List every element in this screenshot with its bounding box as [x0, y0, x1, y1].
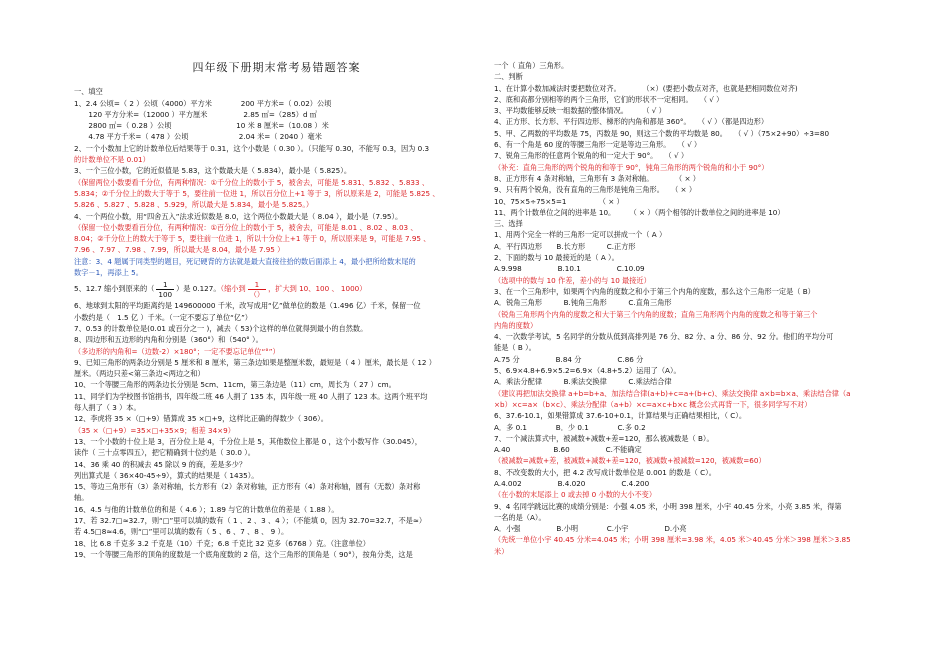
text-line: 6、地球到太阳的平均距离约是 149600000 千米，改写成用“亿”做单位的数是（1.496 亿）千米，保留一位 — [74, 301, 421, 311]
text-line: 17、若 32.7□≈32.7，则“□”里可以填的数有（ 1 、2 、3 、4 ）；（不能填 0，因为 32.70=32.7，不是≈） — [74, 515, 427, 525]
text-line: 4、一个两位小数，用“四舍五入”法求近似数是 8.0，这个两位小数最大是（ 8.04 ），最小是（7.95）。 — [74, 211, 403, 221]
text-line: （锐角三角形两个内角的度数之和大于第三个内角的度数；直角三角形两个内角的度数之和等于第三个 — [494, 309, 818, 319]
fraction-1-100: $\frac{1}{100}$ — [158, 279, 173, 299]
text-line: 14、36 乘 40 的积减去 45 除以 9 的商，差是多少？ — [74, 459, 247, 469]
text-line: A．平行四边形 B.长方形 C.正方形 — [494, 241, 636, 251]
text-line: 二、判断 — [494, 72, 523, 82]
text-line: 7.96 、7.97 、7.98 、7.99，所以最大是 8.04，最小是 7.95 ） — [74, 245, 285, 255]
text-line: 1、在计算小数加减法时要把数位对齐。 （×）(要把小数点对齐，也就是把相同数位对齐) — [494, 83, 798, 93]
text-line: A．锐角三角形 B.钝角三角形 C.直角三角形 — [494, 298, 672, 308]
text-line: 8、正方形有 4 条对称轴，三角形有 3 条对称轴。 （ × ） — [494, 173, 700, 183]
text-line: 1、用两个完全一样的三角形一定可以拼成一个（ A ） — [494, 230, 667, 240]
right-column — [494, 60, 894, 557]
text-line: 2、一个小数加上它的计数单位后结果等于 0.31，这个小数是（ 0.30 ）。（只能写 0.30，不能写 0.3，因为 0.3 — [74, 143, 430, 153]
left-column — [74, 62, 479, 560]
text-line: （在小数的末尾添上 0 或去掉 0 小数的大小不变） — [494, 490, 657, 500]
text-line: 120 平方分米=（12000 ）平方厘米 2.85 ㎡=（285）d ㎡ — [74, 109, 317, 119]
text-line: 8、不改变数的大小，把 4.2 改写成计数单位是 0.001 的数是（ C）。 — [494, 467, 716, 477]
text-line: 4.78 平方千米=（ 478 ）公顷 2.04 米=（ 2040 ）毫米 — [74, 132, 322, 142]
text-line: 2、下面的数与 10 最接近的是（ A ）。 — [494, 253, 619, 263]
left-lines-continued — [74, 300, 479, 560]
text-line: 3、一个三位小数，它的近似值是 5.83，这个数最大是（ 5.834），最小是（ 5.825）。 — [74, 166, 352, 176]
text-line: （35 ×（□+9）=35×□+35×9；相差 34×9） — [74, 425, 235, 435]
text-line: 9、4 名同学跳远比赛的成绩分别是：小强 4.05 米，小明 398 厘米，小宇 40.45 分米，小亮 3.85 米，得第 — [494, 501, 842, 511]
fraction-hint: $\frac{1}{()}$ — [249, 279, 265, 299]
text-line: 3、平均数能够反映一组数据的整体情况。 （ √ ） — [494, 106, 666, 116]
text-line: 13、一个小数的十位上是 3，百分位上是 4，千分位上是 5，其他数位上都是 0 ，这个小数写作（30.045）， — [74, 436, 422, 446]
text-line: A．小强 B.小明 C.小宇 D.小亮 — [494, 524, 687, 534]
text-line: A.75 分 B.84 分 C.86 分 — [494, 354, 644, 364]
text-line: 5、甲、乙两数的平均数是 75，丙数是 90，则这三个数的平均数是 80。 （ √ ）（75×2+90）÷3=80 — [494, 128, 830, 138]
left-lines — [74, 86, 479, 278]
text-line: 厘米。（两边只差<第三条边<两边之和） — [74, 369, 205, 379]
text-line: 小数约是（ 1.5 亿 ）千米。（一定不要忘了单位“亿”） — [74, 312, 252, 322]
text-line: 3、在一个三角形中，如果两个内角的度数之和小于第三个内角的度数，那么这个三角形一定是（ B） — [494, 286, 815, 296]
text-line: 8.04；②千分位上的数大于等于 5，要往前一位进 1，所以十分位上+1 等于 0，所以原来是 9，可能是 7.95 、 — [74, 234, 431, 244]
text-line: A.40 B.60 C.不能确定 — [494, 445, 642, 455]
text-line: 读作（ 三十点零四五），把它精确到十位约是（ 30.0 ）。 — [74, 448, 255, 458]
text-line: 5、6.9×4.8+6.9×5.2=6.9×（4.8+5.2）运用了（A）。 — [494, 366, 681, 376]
text-line: 10、75×5÷75×5=1 （ × ） — [494, 196, 624, 206]
text-line: （保留一位小数要看百分位，有两种情况：①百分位上的数小于 5，被舍去，可能是 8.01 、8.02 、8.03 、 — [74, 222, 418, 232]
text-line: 16、4.5 与他的计数单位的和是（ 4.6 ）；1.89 与它的计数单位的差是（ 1.88 ）。 — [74, 504, 339, 514]
text-line: 2800 ㎡=（ 0.28 ）公顷 10 米 8 厘米=（10.08 ）米 — [74, 121, 329, 131]
text-line: 轴。 — [74, 493, 89, 503]
text-line: 7、锐角三角形的任意两个锐角的和一定大于 90°。 （ √ ） — [494, 151, 689, 161]
text-line: 12、李虎将 35 ×（□+9）错算成 35 ×□+9，这样比正确的得数少（ 306）。 — [74, 414, 328, 424]
right-lines — [494, 60, 894, 557]
text-line: 每人捐了（ 3 ）本。 — [74, 403, 141, 413]
text-line: 列出算式是（ 36×40-45÷9），算式的结果是（ 1435）。 — [74, 470, 259, 480]
text-line: A．乘法分配律 B.乘法交换律 C.乘法结合律 — [494, 377, 672, 387]
text-line: 2、底和高都分别相等的两个三角形，它们的形状不一定相同。 （ √ ） — [494, 94, 724, 104]
text-line: A．多 0.1 B．少 0.1 C.多 0.2 — [494, 422, 646, 432]
text-line: 的计数单位不是 0.01） — [74, 155, 150, 165]
text-line: 7、0.53 的计数单位是(0.01 或百分之一 )，减去（ 53)个这样的单位就得到最小的自然数。 — [74, 323, 368, 333]
text-line: 9、只有两个锐角，没有直角的三角形是钝角三角形。 （ × ） — [494, 185, 697, 195]
text-line: 一个（ 直角）三角形。 — [494, 61, 569, 70]
text-line: 18、比 6.8 千克多 3.2 千克是（10）千克；6.8 千克比 32 克多（6768 ）克。（注意单位） — [74, 538, 370, 548]
text-line: 9、已知三角形的两条边分别是 5 厘米和 8 厘米，第三条边如果是整厘米数，最短是（ 4 ）厘米，最长是（ 12 ） — [74, 357, 436, 367]
text-line: 11、两个计数单位之间的进率是 10。 （ × ）（两个相邻的计数单位之间的进率是 10） — [494, 207, 785, 217]
text-line: 能是（ B ）。 — [494, 343, 536, 353]
question-5: 5、12.7 缩小到原来的（ $\frac{1}{100}$ ）是 0.127。（缩小到 $\frac{1}{()}$ ，扩大到 10、100 、 1000） — [74, 279, 367, 299]
text-line: （建议再把加法交换律 a+b=b+a、加法结合律(a+b)+c=a+(b+c)、乘法交换律 a×b=b×a、乘法结合律（a — [494, 388, 851, 398]
text-line: （选项中的数与 10 作差，差小的与 10 最接近） — [494, 275, 651, 285]
text-line: （被减数=减数+差，被减数+减数+差=120，被减数+被减数=120，被减数=60） — [494, 456, 766, 466]
text-line: 1、2.4 公顷=（ 2 ）公顷（4000）平方米 200 平方米=（ 0.02）公顷 — [74, 98, 332, 108]
text-line: 8、四边形和五边形的内角和分别是（360°）和（540° ）。 — [74, 335, 263, 345]
text-line: （多边形的内角和=（边数-2）×180°；一定不要忘记单位“°”） — [74, 346, 280, 356]
text-line: 三、选择 — [494, 219, 523, 229]
text-line: 米） — [494, 546, 509, 556]
text-line: 15、等边三角形有（3）条对称轴，长方形有（2）条对称轴，正方形有（4）条对称轴，圆有（无数）条对称 — [74, 482, 421, 492]
text-line: A.9.998 B.10.1 C.10.09 — [494, 264, 645, 274]
text-line: 内角的度数） — [494, 320, 538, 330]
text-line: （保留两位小数要看千分位，有两种情况：①千分位上的数小于 5，被舍去，可能是 5.831、5.832 、5.833 、 — [74, 177, 430, 187]
text-line: 5.826 、5.827 、5.828 、5.929，所以最大是 5.834，最小是 5.825。） — [74, 200, 314, 210]
text-line: 11、同学们为学校图书馆捐书，四年级二班 46 人捐了 135 本，四年级一班 40 人捐了 123 本。这两个班平均 — [74, 391, 428, 401]
text-line: 5.834；②千分位上的数大于等于 5，要往前一位进 1，所以百分位上+1 等于 3，所以原来是 2，可能是 5.825 、 — [74, 188, 440, 198]
text-line: 4、一次数学考试，5 名同学的分数从低到高排列是 76 分、82 分、a 分、86 分、92 分。他们的平均分可 — [494, 332, 834, 342]
text-line: 数字－1，再添上 5。 — [74, 268, 143, 278]
text-line: 一、填空 — [74, 87, 103, 97]
document-title: 四年级下册期末常考易错题答案 — [192, 61, 361, 74]
text-line: 4、正方形、长方形、平行四边形、梯形的内角和都是 360°。 （ √ ）（都是四边形） — [494, 117, 769, 127]
text-line: 注意：3、4 题属于同类型的题目，死记硬背的方法就是最大直接往拾的数后面添上 4，最小把所给数末尾的 — [74, 256, 416, 266]
text-line: A.4.002 B.4.020 C.4.200 — [494, 478, 650, 488]
text-line: 10、一个等腰三角形的两条边长分别是 5cm、11cm，第三条边是（11）cm，周长为（ 27 ）cm。 — [74, 380, 396, 390]
text-line: 一名的是（A）。 — [494, 512, 546, 522]
text-line: 6、有一个角是 60 度的等腰三角形一定是等边三角形。 （ √ ） — [494, 140, 702, 150]
text-line: （补充：直角三角形的两个锐角的和等于 90°，钝角三角形的两个锐角的和小于 90°） — [494, 162, 769, 172]
text-line: 19、一个等腰三角形的顶角的度数是一个底角度数的 2 倍，这个三角形的顶角是（ 90°），按角分类，这是 — [74, 549, 413, 559]
text-line: 若 4.5□8≈4.6，则“□”里可以填的数有（ 5 、6 、7 、8 、 9 ）。 — [74, 527, 289, 537]
text-line: （先统一单位小宇 40.45 分米=4.045 米；小明 398 厘米=3.98 米，4.05 米＞40.45 分米＞398 厘米＞3.85 — [494, 535, 851, 545]
text-line: 6、37.6-10.1，如果错算成 37.6-10+0.1，计算结果与正确结果相比，（ C）。 — [494, 411, 747, 421]
text-line: 7、一个减法算式中，被减数+减数+差=120，那么被减数是（ B）。 — [494, 433, 714, 443]
text-line: ×b）×c=a×（b×c）、乘法分配律（a+b）×c=a×c+b×c 概念公式再背一下，很多同学写不对） — [494, 399, 812, 409]
